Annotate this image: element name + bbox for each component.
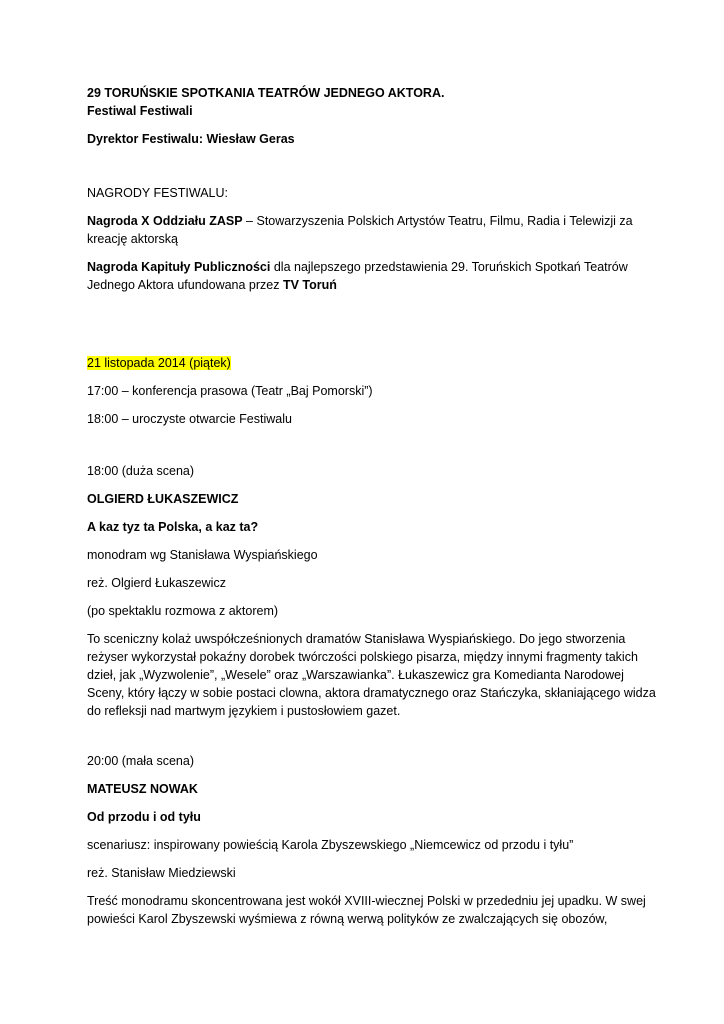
show-1-desc-line: do refleksji nad martwym językiem i pustosłowiem gazet. <box>87 704 401 718</box>
award-1-line-1 <box>87 212 635 230</box>
award-2-name: Nagroda Kapituły Publiczności <box>87 260 271 274</box>
show-1-desc-line: reżyser wykorzystał pokaźny dorobek twórczości polskiego pisarza, między innymi fragmenty takich <box>87 650 638 664</box>
show-2-director: reż. Stanisław Miedziewski <box>87 866 236 880</box>
day-date <box>87 354 635 372</box>
festival-title: 29 TORUŃSKIE SPOTKANIA TEATRÓW JEDNEGO AKTORA. <box>87 86 445 100</box>
show-2-desc-line: powieści Karol Zbyszewski wyśmiewa z równą werwą polityków ze zwalczających się obozów, <box>87 912 608 926</box>
award-1-text: – Stowarzyszenia Polskich Artystów Teatru, Filmu, Radia i Telewizji za <box>242 214 633 228</box>
show-2-script: scenariusz: inspirowany powieścią Karola Zbyszewskiego „Niemcewicz od przodu i tyłu” <box>87 838 574 852</box>
award-2-sponsor-text: Jednego Aktora ufundowana przez <box>87 278 283 292</box>
show-1-title: A kaz tyz ta Polska, a kaz ta? <box>87 520 259 534</box>
award-2-sponsor: TV Toruń <box>282 278 337 292</box>
show-1-time: 18:00 (duża scena) <box>87 464 195 478</box>
festival-director: Dyrektor Festiwalu: Wiesław Geras <box>87 132 295 146</box>
award-2-line-1 <box>87 258 635 276</box>
awards-heading: NAGRODY FESTIWALU: <box>87 186 228 200</box>
award-1-line-2: kreację aktorską <box>87 232 179 246</box>
show-1-desc-line: To sceniczny kolaż uwspółcześnionych dramatów Stanisława Wyspiańskiego. Do jego stworzenia <box>87 632 626 646</box>
show-1-performer: OLGIERD ŁUKASZEWICZ <box>87 492 239 506</box>
show-1-desc-line: dzieł, jak „Wyzwolenie”, „Wesele” oraz „Warszawianka”. Łukaszewicz gra Komedianta Narodowej <box>87 668 624 682</box>
show-2-desc-line: Treść monodramu skoncentrowana jest wokół XVIII-wiecznej Polski w przededniu jej upadku. W swej <box>87 894 646 908</box>
show-1-desc-line: Sceny, który łączy w sobie postaci clowna, aktora dramatycznego oraz Stańczyka, skłaniającego widza <box>87 686 656 700</box>
award-2-text: dla najlepszego przedstawienia 29. Toruńskich Spotkań Teatrów <box>270 260 628 274</box>
day-date-highlight: 21 listopada 2014 (piątek) <box>87 356 231 370</box>
event-press-conference: 17:00 – konferencja prasowa (Teatr „Baj Pomorski”) <box>87 384 373 398</box>
show-1-type: monodram wg Stanisława Wyspiańskiego <box>87 548 318 562</box>
show-1-director: reż. Olgierd Łukaszewicz <box>87 576 226 590</box>
award-1-name: Nagroda X Oddziału ZASP <box>87 214 243 228</box>
show-2-performer: MATEUSZ NOWAK <box>87 782 198 796</box>
event-opening: 18:00 – uroczyste otwarcie Festiwalu <box>87 412 292 426</box>
festival-subtitle: Festiwal Festiwali <box>87 104 193 118</box>
award-2-line-2 <box>87 276 635 294</box>
show-1-note: (po spektaklu rozmowa z aktorem) <box>87 604 279 618</box>
show-2-title: Od przodu i od tyłu <box>87 810 201 824</box>
show-2-time: 20:00 (mała scena) <box>87 754 195 768</box>
